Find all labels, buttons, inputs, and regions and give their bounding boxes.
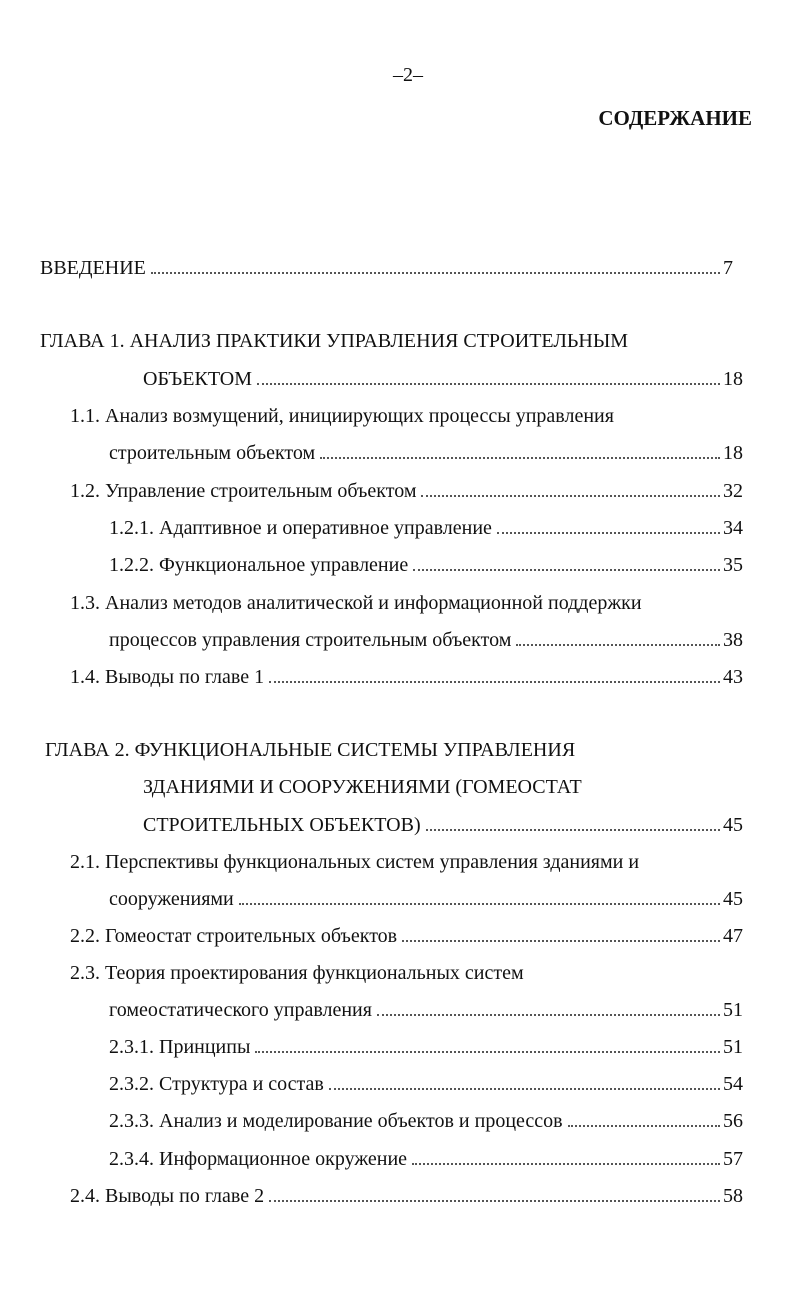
toc-entry-title: 2.3.3. Анализ и моделирование объектов и процессов <box>109 1110 563 1132</box>
toc-leader-dots <box>329 1088 720 1090</box>
toc-leader-dots <box>568 1125 720 1127</box>
toc-entry-title: ВВЕДЕНИЕ <box>40 257 146 279</box>
toc-entry-title: 2.3.4. Информационное окружение <box>109 1148 408 1170</box>
toc-page-number: 47 <box>723 925 743 947</box>
toc-entry-title-continuation: ОБЪЕКТОМ <box>143 368 253 390</box>
toc-page-number: 32 <box>723 480 743 502</box>
toc-line <box>70 479 753 503</box>
toc-page-number: 18 <box>723 368 743 390</box>
toc-page-number: 57 <box>723 1148 743 1170</box>
toc-leader-dots <box>269 681 720 683</box>
toc-leader-dots <box>412 1163 720 1165</box>
toc-entry-title: 2.2. Гомеостат строительных объектов <box>70 925 398 947</box>
toc-entry-title-continuation: сооружениями <box>109 888 234 910</box>
toc-leader-dots <box>516 644 720 646</box>
toc-leader-dots <box>239 903 720 905</box>
toc-line <box>70 665 753 689</box>
toc-line <box>109 1109 753 1133</box>
toc-entry-title: 1.2. Управление строительным объектом <box>70 480 417 502</box>
toc-line <box>40 256 753 280</box>
toc-entry-title-continuation: ЗДАНИЯМИ И СООРУЖЕНИЯМИ (ГОМЕОСТАТ <box>143 776 582 798</box>
toc-line <box>109 887 753 911</box>
toc-page-number: 34 <box>723 517 743 539</box>
toc-page-number: 51 <box>723 999 743 1021</box>
toc-entry-title: 2.3.2. Структура и состав <box>109 1073 324 1095</box>
toc-entry-title-continuation: процессов управления строительным объектом <box>109 629 512 651</box>
toc-entry-title: 1.3. Анализ методов аналитической и информационной поддержки <box>70 592 642 614</box>
toc-entry-title-continuation: гомеостатического управления <box>109 999 372 1021</box>
toc-line <box>143 367 753 391</box>
toc-line <box>109 998 753 1022</box>
toc-page-number: 43 <box>723 666 743 688</box>
toc-leader-dots <box>413 569 720 571</box>
toc-line <box>109 553 753 577</box>
toc-entry-title: 2.1. Перспективы функциональных систем управления зданиями и <box>70 851 640 873</box>
toc-page-number: 45 <box>723 814 743 836</box>
toc-page-number: 51 <box>723 1036 743 1058</box>
toc-line <box>109 1072 753 1096</box>
toc-leader-dots <box>257 383 720 385</box>
page-number: –2– <box>393 64 423 86</box>
toc-leader-dots <box>269 1200 720 1202</box>
toc-entry-title-continuation: строительным объектом <box>109 442 316 464</box>
toc-entry-title: 1.1. Анализ возмущений, инициирующих процессы управления <box>70 405 614 427</box>
toc-entry-title: 1.2.2. Функциональное управление <box>109 554 409 576</box>
toc-leader-dots <box>255 1051 720 1053</box>
toc-line <box>109 1035 753 1059</box>
toc-page-number: 58 <box>723 1185 743 1207</box>
toc-entry-title: 2.3. Теория проектирования функциональных систем <box>70 962 524 984</box>
toc-line <box>109 441 753 465</box>
toc-leader-dots <box>402 940 720 942</box>
toc-page-number: 7 <box>723 257 733 279</box>
toc-page-number: 54 <box>723 1073 743 1095</box>
toc-leader-dots <box>421 495 720 497</box>
toc-entry-title: 2.4. Выводы по главе 2 <box>70 1185 265 1207</box>
toc-line <box>70 924 753 948</box>
toc-leader-dots <box>497 532 720 534</box>
toc-entry-title: 1.2.1. Адаптивное и оперативное управление <box>109 517 492 539</box>
toc-line <box>143 813 753 837</box>
toc-page-number: 35 <box>723 554 743 576</box>
toc-line <box>70 1184 753 1208</box>
toc-entry-title: ГЛАВА 2. ФУНКЦИОНАЛЬНЫЕ СИСТЕМЫ УПРАВЛЕНИЯ <box>45 739 576 761</box>
page-title: СОДЕРЖАНИЕ <box>598 106 752 130</box>
toc-entry-title: ГЛАВА 1. АНАЛИЗ ПРАКТИКИ УПРАВЛЕНИЯ СТРОИТЕЛЬНЫМ <box>40 330 629 352</box>
toc-entry-title-continuation: СТРОИТЕЛЬНЫХ ОБЪЕКТОВ) <box>143 814 421 836</box>
toc-page-number: 18 <box>723 442 743 464</box>
toc-page-number: 45 <box>723 888 743 910</box>
toc-line <box>109 628 753 652</box>
toc-leader-dots <box>426 829 720 831</box>
toc-leader-dots <box>377 1014 720 1016</box>
toc-line <box>109 1147 753 1171</box>
toc-leader-dots <box>151 272 720 274</box>
toc-page-number: 56 <box>723 1110 743 1132</box>
toc-page-number: 38 <box>723 629 743 651</box>
toc-entry-title: 1.4. Выводы по главе 1 <box>70 666 265 688</box>
toc-leader-dots <box>320 457 720 459</box>
toc-entry-title: 2.3.1. Принципы <box>109 1036 251 1058</box>
toc-line <box>109 516 753 540</box>
